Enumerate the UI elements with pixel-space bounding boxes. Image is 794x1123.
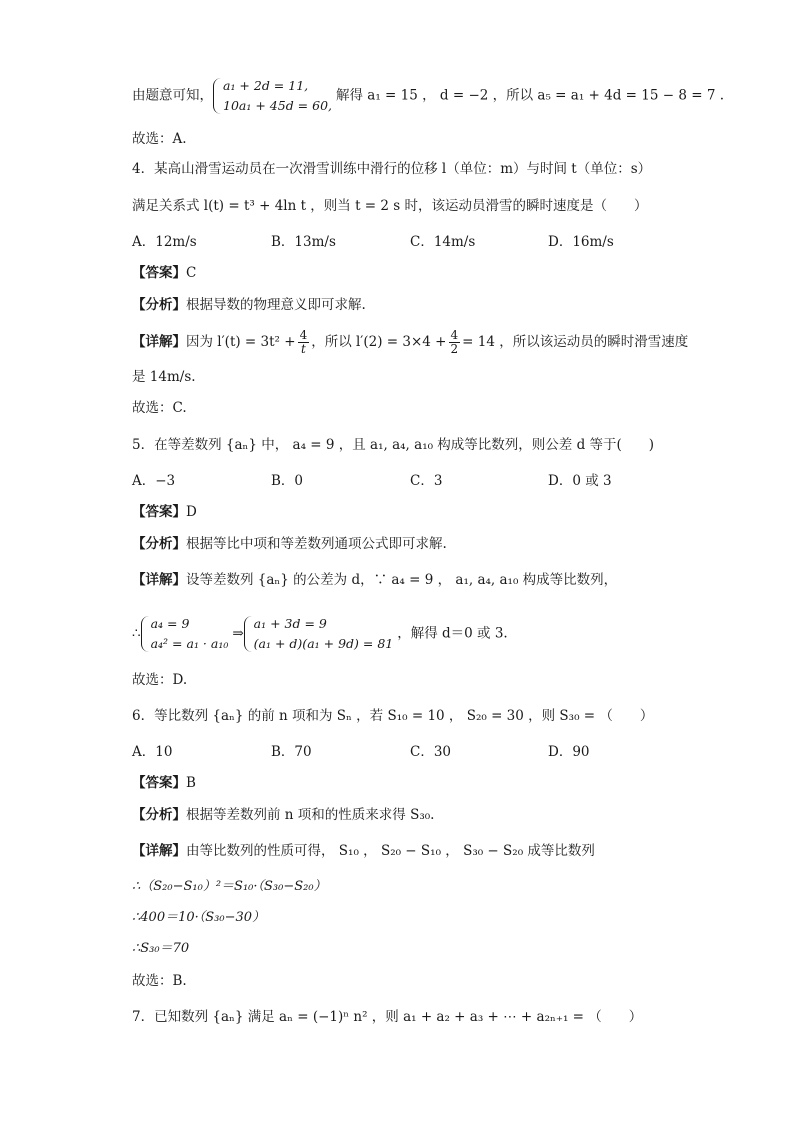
q5-system-1 [141,614,229,654]
q5-system-2-row-2: (a₁ + d)(a₁ + 9d) = 81 [253,636,394,651]
q4-answer-line [132,264,196,282]
q5-analysis-tag: 【分析】 [132,536,186,552]
q6-step-3: ∴S₃₀＝70 [132,941,190,956]
therefore-symbol: ∴ [132,625,141,642]
intro-choice: 故选：A. [132,131,187,147]
q5-system-2 [244,614,394,654]
q5-system-1-row-2: a₄² = a₁ · a₁₀ [150,636,229,651]
q6-detail-tag: 【详解】 [132,843,186,859]
q5-option-b: B．0 [271,473,304,489]
q4-fraction-2 [449,329,461,356]
q4-option-a: A．12m/s [132,234,197,250]
q4-option-d: D．16m/s [548,234,614,250]
q6-option-a: A．10 [132,744,173,760]
q6-step-1: ∴（S₂₀−S₁₀）²＝S₁₀·（S₃₀−S₂₀） [132,879,327,894]
q4-detail-line [132,329,688,356]
intro-system-row-1: a₁ + 2d = 11, [223,78,309,93]
q4-answer-tag: 【答案】 [132,265,186,281]
implies-symbol: ⇒ [232,625,244,642]
q6-analysis: 根据等差数列前 n 项和的性质来求得 S₃₀. [186,807,435,823]
q5-detail-tag: 【详解】 [132,572,186,588]
q5-option-d: D．0 或 3 [548,473,612,489]
q6-answer-tag: 【答案】 [132,775,186,791]
intro-prefix: 由题意可知， [132,87,213,104]
q4-option-c: C．14m/s [410,234,476,250]
q4-fraction-1 [298,329,310,356]
q5-option-c: C．3 [410,473,443,489]
q6-option-b: B．70 [271,744,312,760]
q6-detail-line [132,842,595,860]
q5-option-a: A．−3 [132,473,176,489]
q4-stem-line-2: 满足关系式 l(t) = t³ + 4ln t ，则当 t = 2 s 时，该运动员滑雪的瞬时速度是（ ） [132,198,648,214]
q5-choice: 故选：D. [132,672,188,688]
q4-detail-b: ，所以 l′(2) = 3×4 + [311,334,447,350]
q6-option-c: C．30 [410,744,452,760]
q4-fraction-1-numerator: 4 [299,328,308,342]
q6-analysis-tag: 【分析】 [132,807,186,823]
q5-detail-line [132,571,617,589]
intro-suffix: 解得 a₁ = 15 ， d = −2 ，所以 a₅ = a₁ + 4d = 15 − 8 = 7 . [336,87,724,104]
q4-fraction-2-denominator: 2 [450,342,459,356]
q6-answer-line [132,774,196,792]
q4-choice: 故选：C. [132,400,187,416]
q6-step-2: ∴400＝10·（S₃₀−30） [132,910,266,925]
q5-answer-line [132,503,197,521]
q5-analysis: 根据等比中项和等差数列通项公式即可求解. [186,536,447,552]
q4-fraction-2-numerator: 4 [450,328,459,342]
q6-option-d: D．90 [548,744,590,760]
q4-analysis: 根据导数的物理意义即可求解. [186,297,366,313]
q4-option-b: B．13m/s [271,234,336,250]
q4-analysis-line [132,296,366,314]
intro-line [132,76,724,116]
q6-detail: 由等比数列的性质可得， S₁₀ ， S₂₀ − S₁₀ ， S₃₀ − S₂₀ 成等比数列 [186,843,595,859]
q5-system-2-row-1: a₁ + 3d = 9 [253,616,327,631]
q6-analysis-line [132,806,434,824]
q5-analysis-line [132,535,447,553]
q6-answer: B [186,775,196,791]
q5-answer-tag: 【答案】 [132,504,186,520]
q4-detail-tag: 【详解】 [132,334,186,350]
q5-conclusion: ，解得 d＝0 或 3. [397,625,508,642]
q5-answer: D [186,504,197,520]
q5-system-1-row-1: a₄ = 9 [150,616,190,631]
q7-stem: 7．已知数列 {aₙ} 满足 aₙ = (−1)ⁿ n² ，则 a₁ + a₂ + a₃ + ⋯ + a₂ₙ₊₁ = （ ） [132,1009,643,1025]
q4-stem-line-1: 4．某高山滑雪运动员在一次滑雪训练中滑行的位移 l（单位：m）与时间 t（单位：s） [132,161,652,177]
q4-analysis-tag: 【分析】 [132,297,186,313]
q6-stem: 6．等比数列 {aₙ} 的前 n 项和为 Sₙ ，若 S₁₀ = 10 ， S₂₀ = 30 ，则 S₃₀ = （ ） [132,708,654,724]
q4-detail-line-2: 是 14m/s. [132,369,196,385]
q4-detail-c: = 14 ，所以该运动员的瞬时滑雪速度 [462,334,689,350]
q5-stem: 5．在等差数列 {aₙ} 中， a₄ = 9 ，且 a₁, a₄, a₁₀ 构成等比数列，则公差 d 等于( ) [132,437,655,453]
q6-choice: 故选：B. [132,973,187,989]
intro-equation-system [213,76,332,116]
intro-system-row-2: 10a₁ + 45d = 60, [223,98,332,113]
q4-answer: C [186,265,197,281]
q5-detail: 设等差数列 {aₙ} 的公差为 d，∵ a₄ = 9 ， a₁, a₄, a₁₀ 构成等比数列， [186,572,618,588]
q4-fraction-1-denominator: t [300,342,306,356]
q4-detail-a: 因为 l′(t) = 3t² + [186,334,296,350]
q5-systems-line [132,614,508,654]
